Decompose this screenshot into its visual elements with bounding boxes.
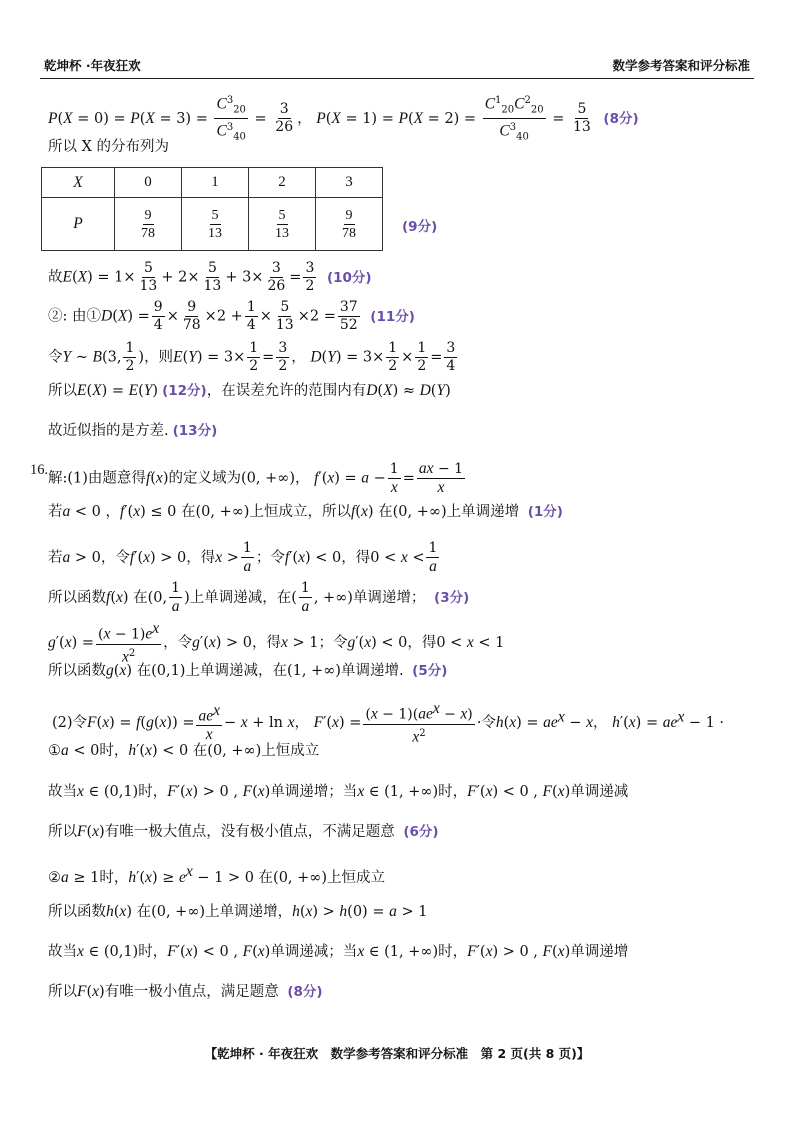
h-monotonic-line: 所以函数h(x) 在(0, +∞)上单调递增，h(x) > h(0) = a > 1 [48, 903, 428, 920]
table-cell: $\frac{9}{78}$ [316, 198, 383, 251]
table-cell: $\frac{9}{78}$ [115, 198, 182, 251]
table-cell: $\frac{5}{13}$ [249, 198, 316, 251]
f-monotonic-line: 所以函数f(x) 在(0, $\frac{1}{a}$ )上单调递减，在( $\frac{1}{a}$ , +∞)单调递增； (3分) [48, 580, 470, 615]
part2-line: (2)令F(x) = f(g(x)) = $\frac{ae^x}{x}$ − x + ln x， F′(x) = $\frac{(x - 1)(ae^x - x)}{x^2}$ ·令$h(x) = ae^x - x$， $h'(x) = ae^x - 1$ · [52, 700, 725, 746]
question-number: 16. [30, 462, 49, 478]
header-left: 乾坤杯 ·年夜狂欢 [44, 58, 141, 73]
table-cell: $\frac{5}{13}$ [182, 198, 249, 251]
table-row [42, 198, 383, 251]
variance-line: ②: 由①D(X) = $\frac{9}{4}$ × $\frac{9}{78}$ ×2 + $\frac{1}{4}$ × $\frac{5}{13}$ ×2 = $\frac{37}{52}$ (11分) [48, 299, 415, 333]
table-cell: P [42, 198, 115, 251]
table-cell: 1 [182, 168, 249, 198]
case1-monotonic: 故当x ∈ (0,1)时，F′(x) > 0 , F(x)单调递增；当x ∈ (1, +∞)时，F′(x) < 0 , F(x)单调递减 [48, 783, 629, 800]
points-badge: (9分) [402, 219, 438, 235]
dist-intro: 所以 X 的分布列为 [48, 139, 170, 155]
g-monotonic-line: 所以函数g(x) 在(0,1)上单调递减，在(1, +∞)单调递增. (5分) [48, 662, 448, 679]
header-rule [40, 78, 754, 79]
points-badge: (8分) [603, 110, 639, 127]
page-footer: 【乾坤杯 · 年夜狂欢 数学参考答案和评分标准 第 2 页(共 8 页)】 [204, 1046, 590, 1061]
expectation-line: 故E(X) = 1× $\frac{5}{13}$ + 2× $\frac{5}{13}$ + 3× $\frac{3}{26}$ = $\frac{3}{2}$ (10分) [48, 260, 372, 294]
conclusion-line: 故近似指的是方差. (13分) [48, 423, 218, 439]
prob-line: P(X = 0) = P(X = 3) = $\frac{C^3_{20}}{C^3_{40}}$ = $\frac{3}{26}$ ， P(X = 1) = P(X = 2) = $\frac{C^1_{20}C^2_{20}}{C^3_{40}}$ = $\frac{5}{13}$ (8分) [48, 92, 639, 146]
case2-line: ②a ≥ 1时，$h'(x) \ge e^x - 1 > 0$ 在(0, +∞)上恒成立 [48, 863, 386, 886]
distribution-table [41, 167, 383, 251]
header-right: 数学参考答案和评分标准 [612, 58, 750, 73]
binomial-line: 令Y ~ B(3, $\frac{1}{2}$ )，则E(Y) = 3× $\frac{1}{2}$ = $\frac{3}{2}$ ， D(Y) = 3× $\frac{1}{2}$ × $\frac{1}{2}$ = $\frac{3}{4}$ [48, 340, 456, 374]
case-a-positive: 若a > 0，令f′(x) > 0，得x > $\frac{1}{a}$ ；令f′(x) < 0，得0 < x < $\frac{1}{a}$ [48, 540, 438, 575]
q16-domain-line: 解:(1)由题意得f(x)的定义域为(0, +∞)， f′(x) = a − $\frac{1}{x}$ = $\frac{ax - 1}{x}$ [48, 460, 464, 496]
equal-expectation-line: 所以E(X) = E(Y) (12分)，在误差允许的范围内有D(X) ≈ D(Y) [48, 382, 451, 399]
case2-monotonic: 故当x ∈ (0,1)时，F′(x) < 0 , F(x)单调递减；当x ∈ (1, +∞)时，F′(x) > 0 , F(x)单调递增 [48, 943, 629, 960]
case1-conclusion: 所以F(x)有唯一极大值点，没有极小值点，不满足题意 (6分) [48, 823, 439, 840]
table-cell: 3 [316, 168, 383, 198]
case-a-negative: 若a < 0 ，f′(x) ≤ 0 在(0, +∞)上恒成立，所以f(x) 在(0, +∞)上单调递增 (1分) [48, 503, 563, 520]
table-row [42, 168, 383, 198]
table-cell: 0 [115, 168, 182, 198]
table-cell: 2 [249, 168, 316, 198]
g-derivative-line: g′(x) = $\frac{(x - 1)e^x}{x^2}$ ，令g′(x) > 0，得x > 1；令g′(x) < 0，得0 < x < 1 [48, 620, 505, 666]
table-cell: X [42, 168, 115, 198]
case2-conclusion: 所以F(x)有唯一极小值点，满足题意 (8分) [48, 983, 323, 1000]
case1-line: ①a < 0时，h′(x) < 0 在(0, +∞)上恒成立 [48, 742, 320, 759]
